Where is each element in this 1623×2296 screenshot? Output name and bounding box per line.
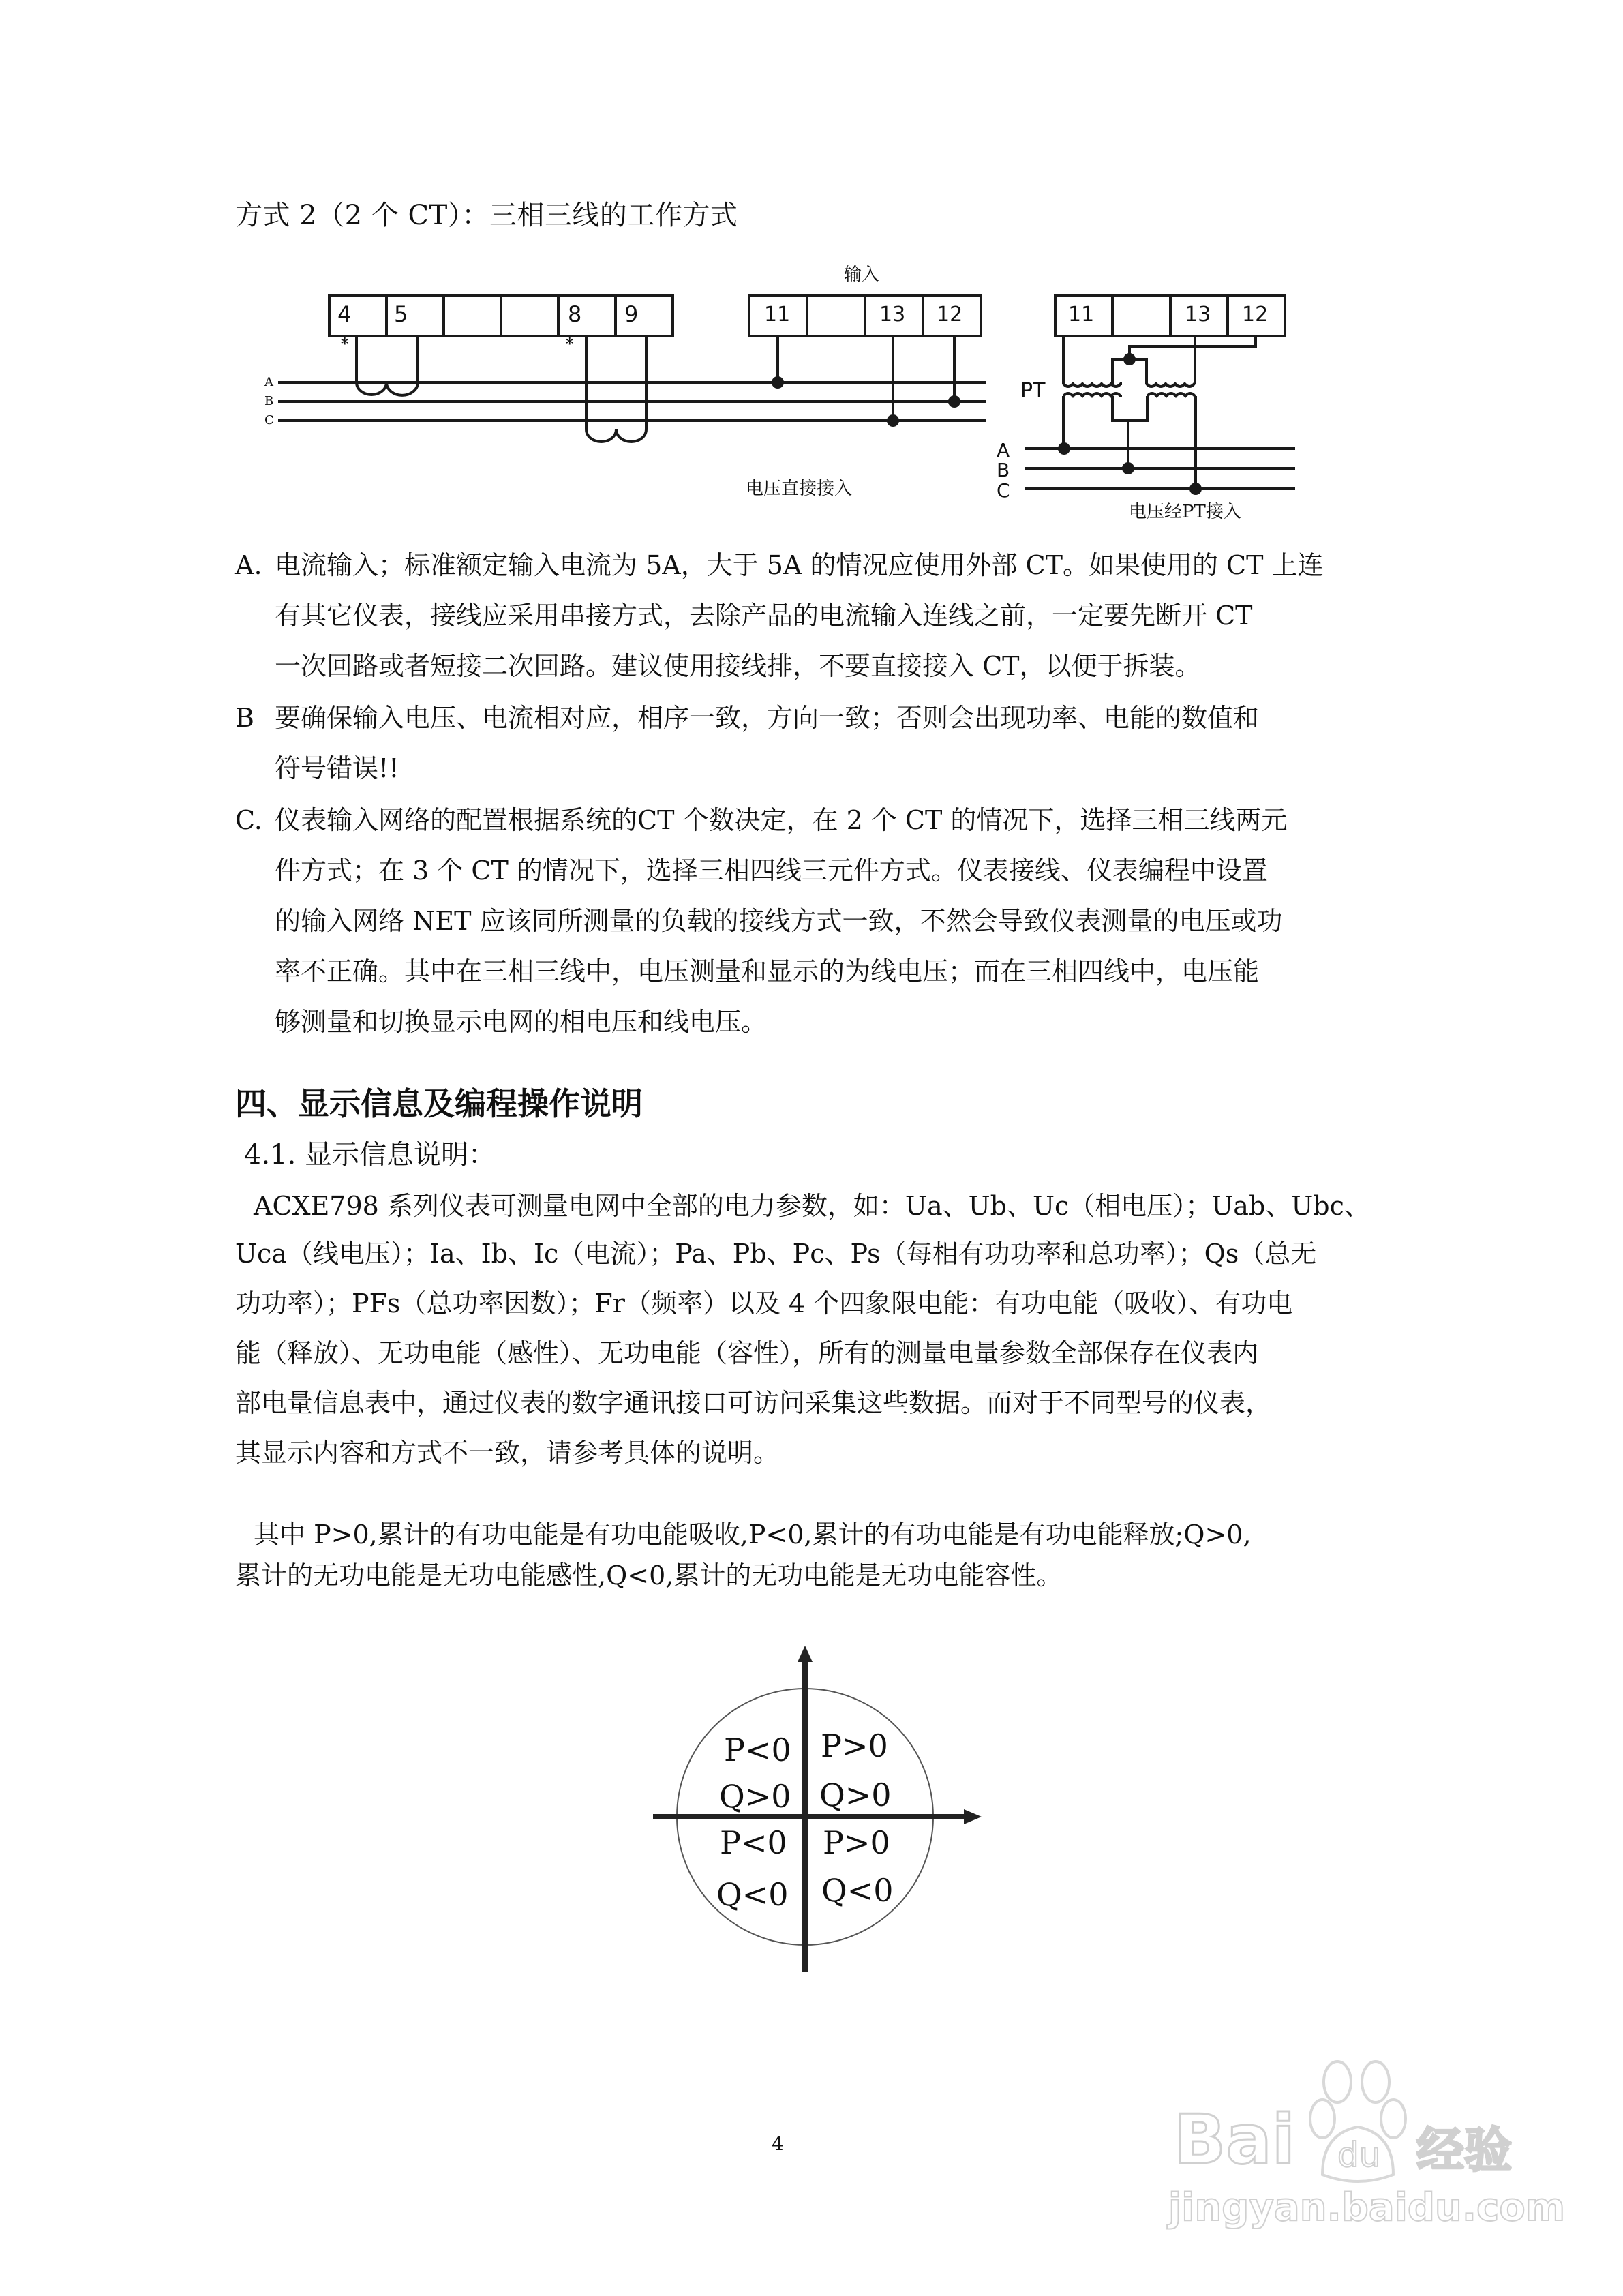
quadrant-3-p: P<0 bbox=[720, 1824, 787, 1861]
body-line: Uca（线电压）；Ia、Ib、Ic（电流）；Pa、Pb、Pc、Ps（每相有功功率和总功率）；Qs（总无 bbox=[235, 1239, 1317, 1269]
body-line: ACXE798 系列仪表可测量电网中全部的电力参数，如：Ua、Ub、Uc（相电压）；Uab、Ubc、 bbox=[254, 1191, 1370, 1221]
body-line: 部电量信息表中，通过仪表的数字通讯接口可访问采集这些数据。而对于不同型号的仪表， bbox=[235, 1388, 1272, 1418]
pt-phase-label-b: B bbox=[997, 459, 1010, 481]
quadrant-4-q: Q<0 bbox=[821, 1872, 894, 1909]
quadrant-1-p: P>0 bbox=[821, 1727, 888, 1764]
phase-label-a: A bbox=[264, 375, 273, 389]
watermark-brand-cn: 经验 bbox=[1416, 2121, 1512, 2178]
note-c-line: 的输入网络 NET 应该同所测量的负载的接线方式一致，不然会导致仪表测量的电压或功 bbox=[275, 906, 1283, 936]
phase-label-c: C bbox=[264, 413, 274, 427]
note-marker-a: A. bbox=[235, 550, 262, 580]
note-c-line: 够测量和切换显示电网的相电压和线电压。 bbox=[275, 1007, 768, 1037]
terminal-label: 12 bbox=[937, 303, 963, 327]
note-c-line: 率不正确。其中在三相三线中，电压测量和显示的为线电压；而在三相四线中，电压能 bbox=[275, 956, 1260, 986]
input-label: 输入 bbox=[844, 265, 880, 285]
pt-label: PT bbox=[1020, 379, 1046, 403]
page-number: 4 bbox=[772, 2132, 784, 2155]
body-line: 能（释放）、无功电能（感性）、无功电能（容性），所有的测量电量参数全部保存在仪表内 bbox=[235, 1338, 1259, 1368]
terminal-label: 11 bbox=[764, 303, 791, 327]
quadrant-3-q: Q<0 bbox=[716, 1876, 789, 1913]
pt-phase-label-c: C bbox=[997, 479, 1010, 502]
terminal-label: 8 bbox=[568, 301, 582, 327]
quadrant-axes-svg bbox=[641, 1622, 995, 1977]
note-a-line: 一次回路或者短接二次回路。建议使用接线排，不要直接接入 CT，以便于拆装。 bbox=[275, 651, 1201, 681]
terminal-label: 4 bbox=[337, 301, 352, 327]
note-a-line: 有其它仪表，接线应采用串接方式，去除产品的电流输入连线之前，一定要先断开 CT bbox=[275, 601, 1253, 631]
note-a-line: 电流输入；标准额定输入电流为 5A，大于 5A 的情况应使用外部 CT。如果使用的 CT 上连 bbox=[275, 550, 1324, 580]
terminal-label: 13 bbox=[1185, 303, 1211, 327]
note-b-line: 要确保输入电压、电流相对应，相序一致，方向一致；否则会出现功率、电能的数值和 bbox=[275, 703, 1260, 733]
terminal-label: 13 bbox=[879, 303, 906, 327]
terminal-label: 5 bbox=[394, 301, 408, 327]
note-b-line: 符号错误!! bbox=[275, 753, 399, 783]
polarity-mark: * bbox=[566, 335, 574, 353]
terminal-label: 12 bbox=[1242, 303, 1269, 327]
direct-caption: 电压直接接入 bbox=[746, 479, 853, 499]
chapter-title: 四、显示信息及编程操作说明 bbox=[235, 1085, 643, 1122]
body-line: 功功率）；PFs（总功率因数）；Fr（频率）以及 4 个四象限电能：有功电能（吸收）、有功电 bbox=[235, 1288, 1293, 1318]
watermark-paw-text: du bbox=[1337, 2135, 1381, 2175]
pt-caption: 电压经PT接入 bbox=[1129, 502, 1241, 522]
energy-line: 累计的无功电能是无功电能感性,Q<0,累计的无功电能是无功电能容性。 bbox=[235, 1560, 1063, 1590]
pt-phase-label-a: A bbox=[997, 439, 1010, 462]
quadrant-2-p: P<0 bbox=[724, 1732, 791, 1768]
terminal-label: 11 bbox=[1068, 303, 1095, 327]
energy-line: 其中 P>0,累计的有功电能是有功电能吸收,P<0,累计的有功电能是有功电能释放;Q>0, bbox=[254, 1520, 1252, 1550]
quadrant-4-p: P>0 bbox=[823, 1824, 890, 1861]
baidu-jingyan-watermark bbox=[1159, 2052, 1566, 2230]
note-c-line: 件方式；在 3 个 CT 的情况下，选择三相四线三元件方式。仪表接线、仪表编程中设置 bbox=[275, 856, 1268, 886]
section-title: 方式 2（2 个 CT）：三相三线的工作方式 bbox=[235, 200, 738, 231]
note-c-line: 仪表输入网络的配置根据系统的CT 个数决定，在 2 个 CT 的情况下，选择三相三线两元 bbox=[275, 805, 1288, 835]
quadrant-1-q: Q>0 bbox=[819, 1777, 892, 1813]
subsection-title: 4.1. 显示信息说明： bbox=[244, 1139, 496, 1170]
watermark-brand: Bai bbox=[1174, 2100, 1295, 2179]
phase-label-b: B bbox=[264, 394, 274, 408]
body-line: 其显示内容和方式不一致，请参考具体的说明。 bbox=[235, 1438, 780, 1468]
terminal-label: 9 bbox=[624, 301, 639, 327]
wiring-diagram bbox=[232, 245, 1322, 532]
quadrant-2-q: Q>0 bbox=[719, 1778, 791, 1815]
note-marker-b: B bbox=[235, 703, 254, 733]
quadrant-diagram bbox=[641, 1622, 995, 1977]
watermark-url: jingyan.baidu.com bbox=[1168, 2186, 1566, 2230]
polarity-mark: * bbox=[341, 335, 349, 353]
note-marker-c: C. bbox=[235, 805, 262, 835]
